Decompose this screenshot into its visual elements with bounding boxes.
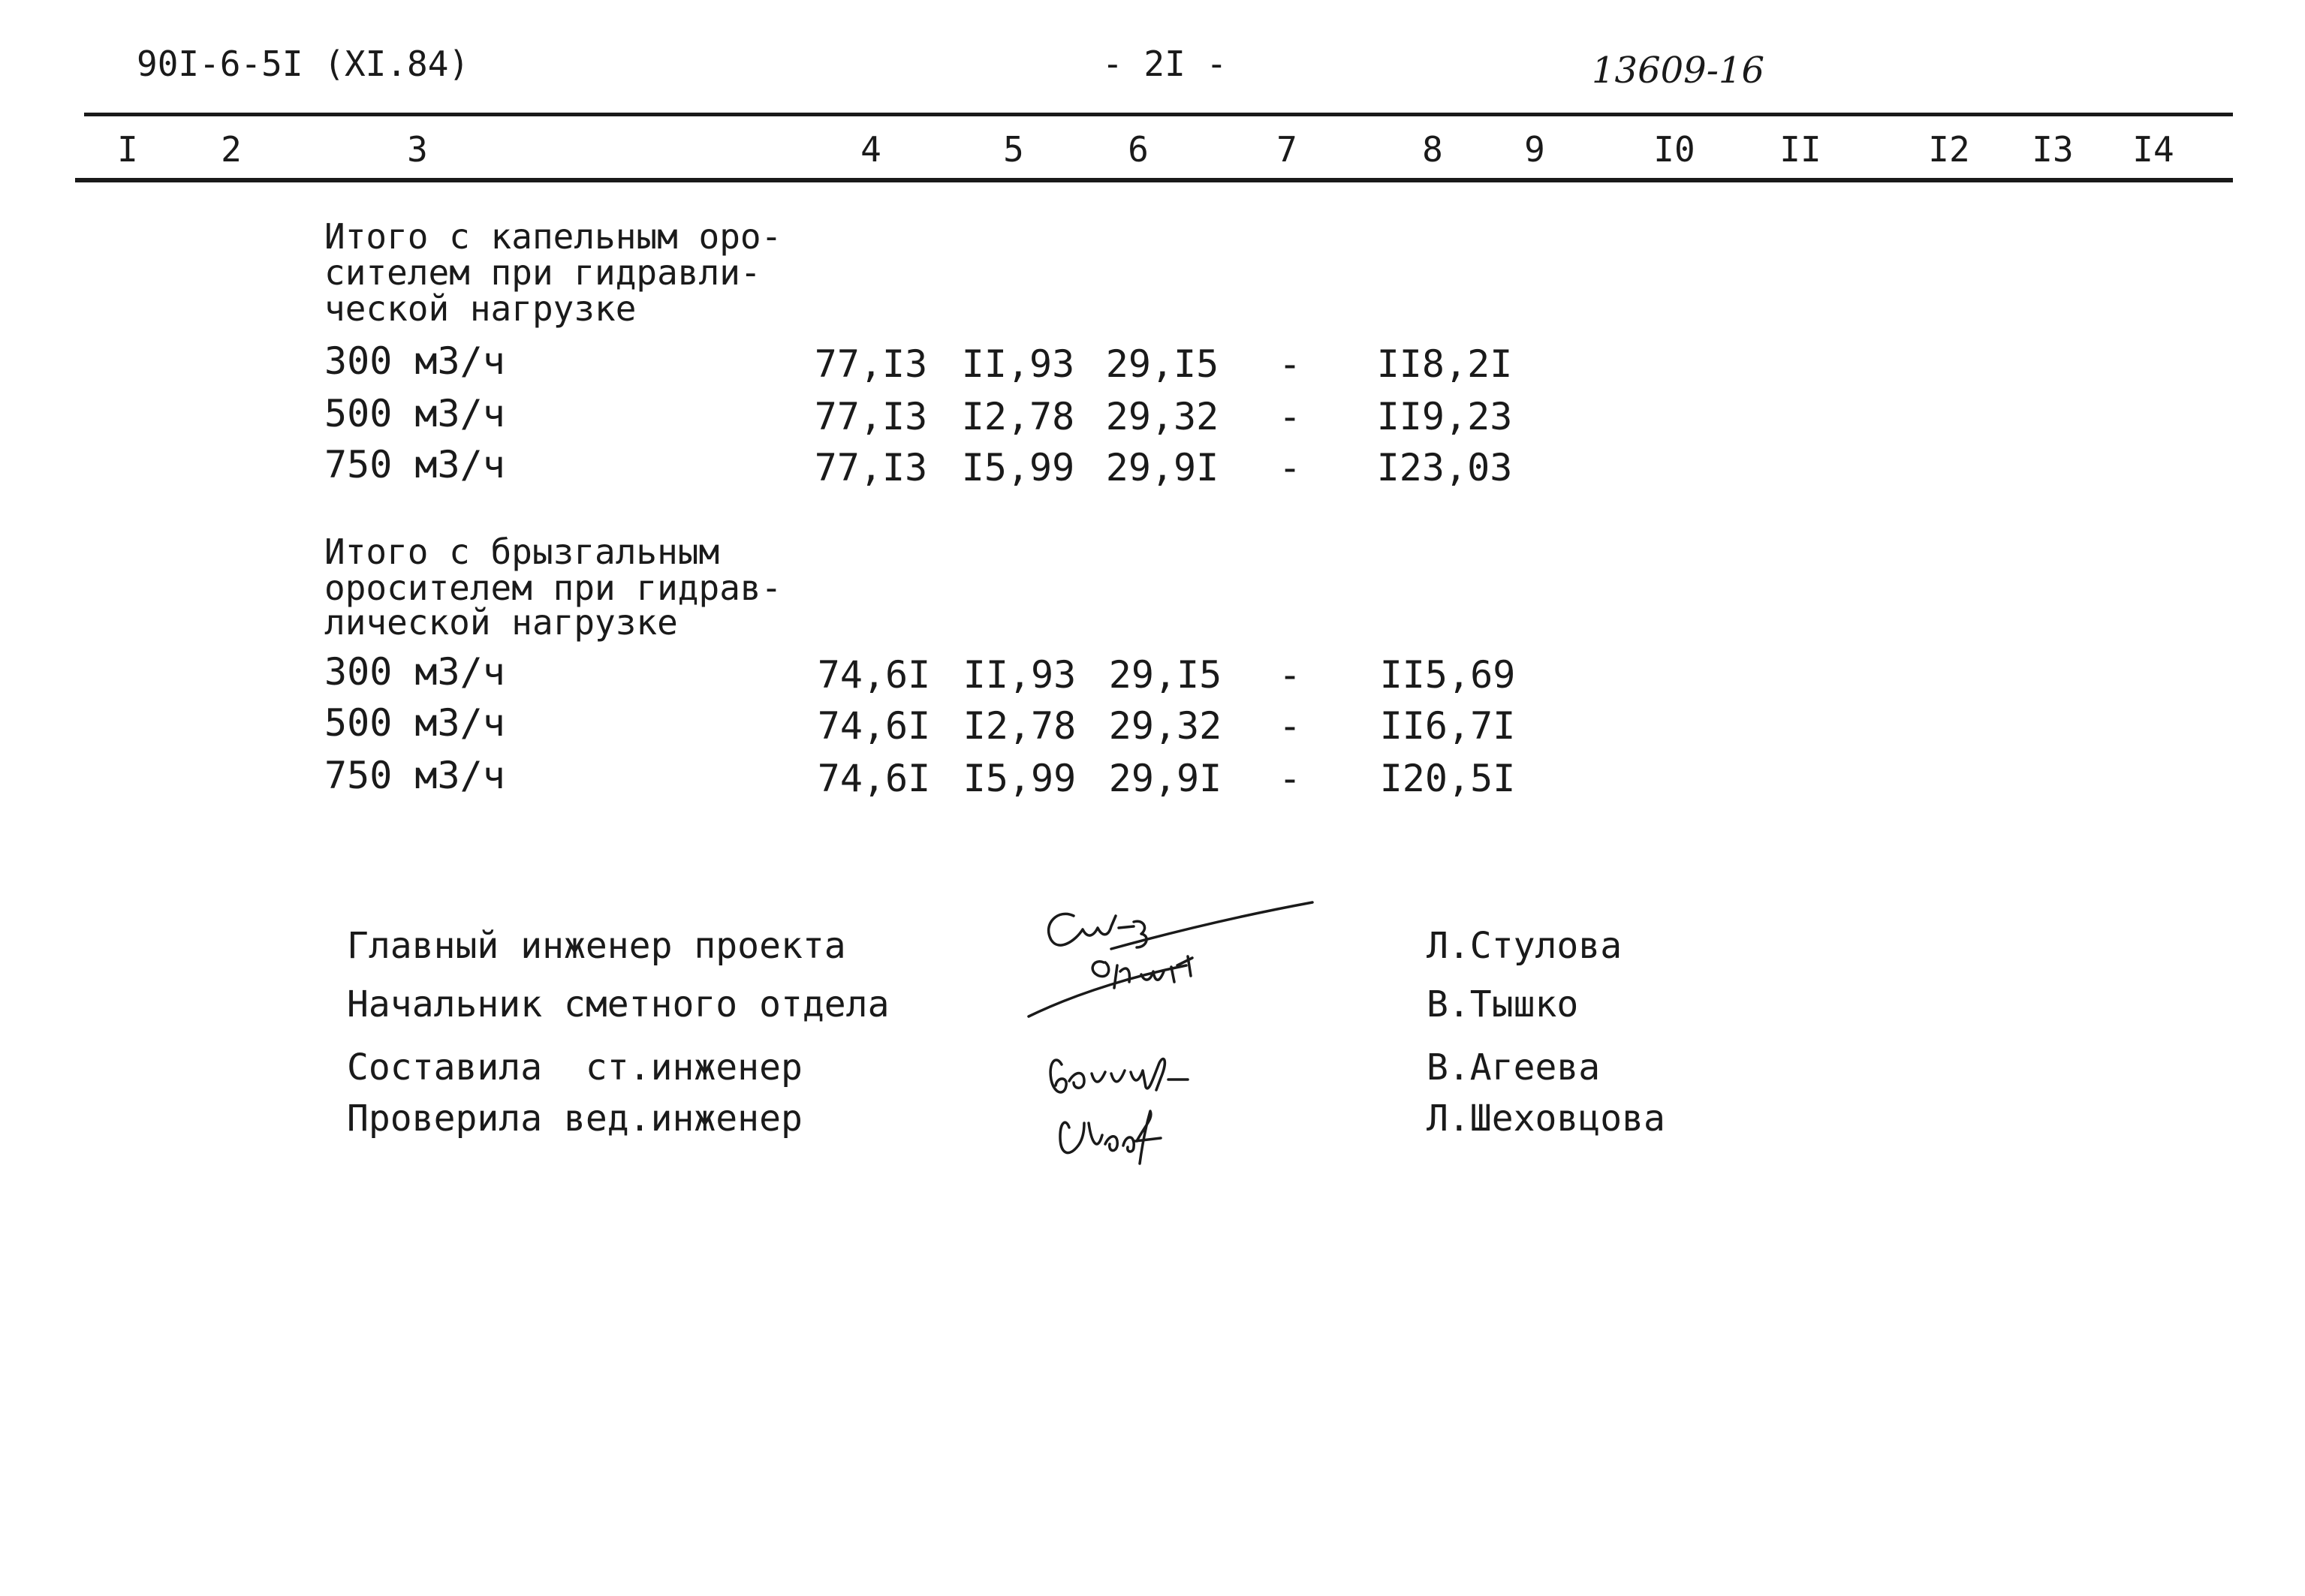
column-number: 3 [407,129,428,170]
handwritten-signatures [1021,893,1336,1179]
group-title-line: Итого с капельным оро- [324,216,782,257]
signer-name: В.Тышко [1427,983,1579,1025]
cell-col8: II6,7I [1379,704,1516,748]
column-number: I0 [1653,129,1695,170]
column-number: I [117,129,138,170]
column-number: 5 [1003,129,1024,170]
cell-col8: II5,69 [1379,653,1516,697]
cell-col6: 29,9I [1105,446,1219,489]
signature-stroke [1060,1111,1161,1164]
signer-name: Л.Шеховцова [1427,1098,1665,1140]
cell-col7: - [1278,395,1302,438]
cell-col4: 74,6I [817,704,931,748]
column-number: I2 [1928,129,1970,170]
cell-col6: 29,32 [1105,395,1219,438]
cell-col4: 77,I3 [814,395,928,438]
cell-col7: - [1278,653,1302,697]
cell-col5: II,93 [963,653,1077,697]
signature-stroke [1111,902,1312,949]
group-title-line: Итого с брызгальным [324,531,720,572]
column-number: 6 [1128,129,1149,170]
header-bottom-rule [75,178,2233,182]
cell-col5: I5,99 [963,757,1077,800]
load-label: 300 м3/ч [324,650,505,694]
load-label: 750 м3/ч [324,443,505,486]
cell-col7: - [1278,757,1302,800]
cell-col6: 29,I5 [1108,653,1222,697]
cell-col4: 74,6I [817,653,931,697]
group-title-line: ческой нагрузке [324,288,637,329]
column-number: 7 [1276,129,1297,170]
load-label: 750 м3/ч [324,754,505,797]
signature-stroke [1050,1058,1188,1092]
document-code: 90I-6-5I (XI.84) [137,44,470,84]
page-number: - 2I - [1102,44,1228,84]
group-title-line: сителем при гидравли- [324,252,761,293]
cell-col7: - [1278,342,1302,386]
cell-col6: 29,32 [1108,704,1222,748]
load-label: 500 м3/ч [324,701,505,745]
cell-col4: 77,I3 [814,446,928,489]
cell-col6: 29,9I [1108,757,1222,800]
cell-col4: 77,I3 [814,342,928,386]
column-number: I4 [2132,129,2174,170]
inventory-number: 13609-16 [1592,50,1764,92]
cell-col4: 74,6I [817,757,931,800]
column-number: 8 [1422,129,1443,170]
column-number: 2 [221,129,242,170]
group-title-line: лической нагрузке [324,602,678,643]
column-number: 4 [860,129,881,170]
cell-col8: I23,03 [1376,446,1513,489]
signer-name: Л.Стулова [1427,925,1623,967]
load-label: 300 м3/ч [324,339,505,383]
column-number: I3 [2032,129,2074,170]
signer-role: Начальник сметного отдела [347,983,890,1025]
signer-role: Главный инженер проекта [347,925,846,967]
cell-col7: - [1278,446,1302,489]
signer-role: Составила ст.инженер [347,1046,803,1089]
cell-col6: 29,I5 [1105,342,1219,386]
signature-stroke [1029,956,1192,1016]
cell-col5: II,93 [961,342,1075,386]
cell-col5: I5,99 [961,446,1075,489]
cell-col8: I20,5I [1379,757,1516,800]
column-number: II [1779,129,1821,170]
cell-col5: I2,78 [961,395,1075,438]
cell-col8: II9,23 [1376,395,1513,438]
column-number: 9 [1524,129,1545,170]
signer-name: В.Агеева [1427,1046,1601,1089]
cell-col5: I2,78 [963,704,1077,748]
signer-role: Проверила вед.инженер [347,1098,803,1140]
group-title-line: оросителем при гидрав- [324,568,782,608]
load-label: 500 м3/ч [324,392,505,435]
top-rule [84,113,2233,116]
cell-col8: II8,2I [1376,342,1513,386]
cell-col7: - [1278,704,1302,748]
